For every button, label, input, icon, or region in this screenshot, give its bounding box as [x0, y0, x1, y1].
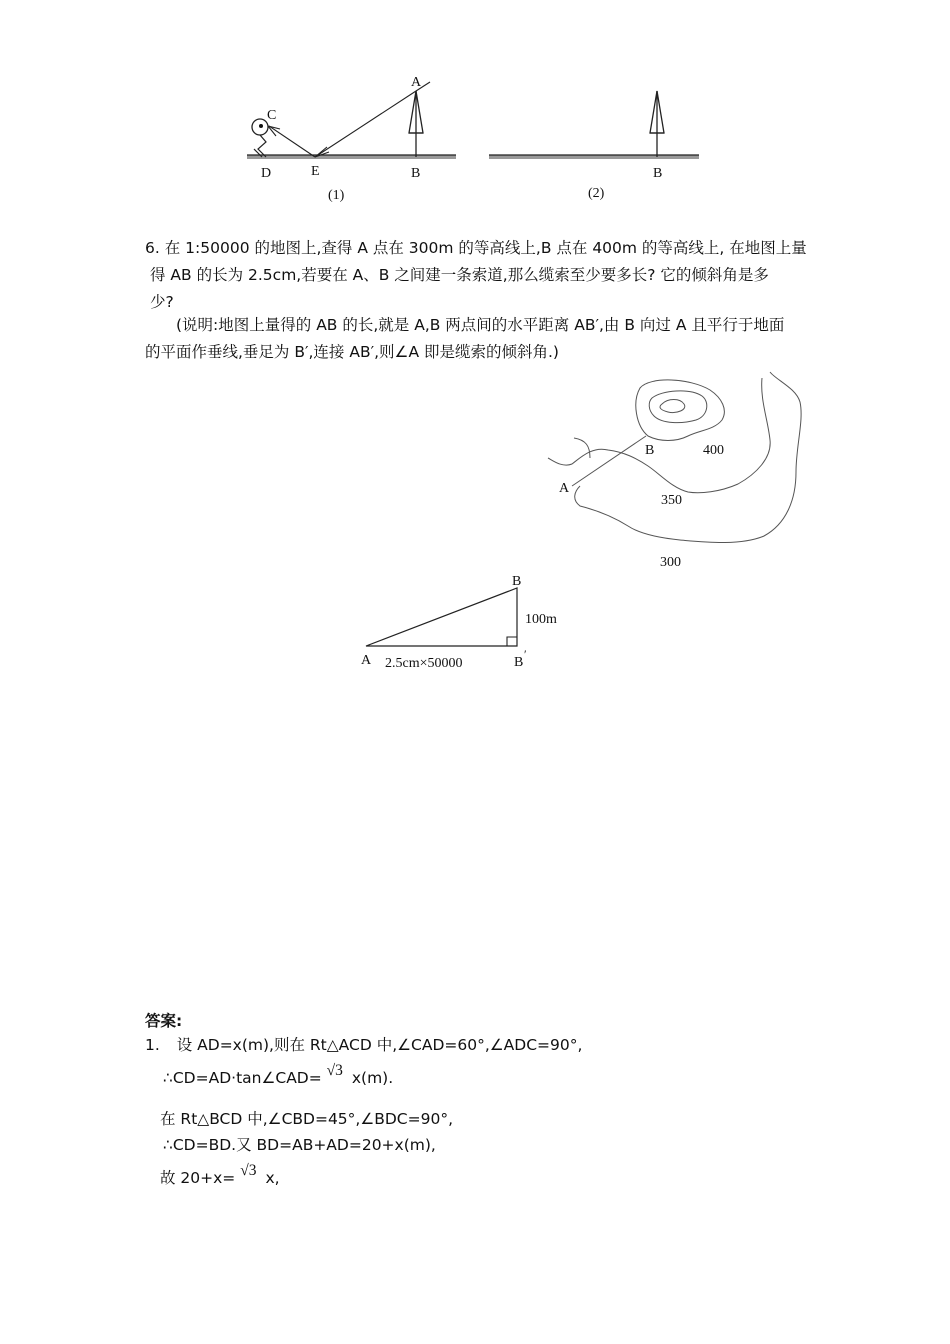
- problem-6-line-1: [145, 235, 807, 262]
- answer-line-5: [160, 1162, 280, 1192]
- label-b-2: B: [653, 166, 663, 181]
- ground-2: [489, 155, 699, 159]
- triangle-label-a: A: [361, 653, 372, 668]
- answer-line-4: [163, 1132, 436, 1159]
- figures-1-2: [0, 0, 950, 215]
- map-label-a: A: [559, 481, 570, 496]
- figure-1: [247, 75, 456, 203]
- note-text-1: (说明:地图上量得的 AB 的长,就是 A,B 两点间的水平距离 AB′,由 B 向过 A 且平行于地面: [176, 316, 785, 334]
- answer-text-2: ∴CD=AD·tan∠CAD=: [163, 1069, 322, 1087]
- contour-label-350: 350: [661, 493, 682, 508]
- triangle-label-b: B: [512, 574, 522, 589]
- answer-heading-text: 答案:: [145, 1012, 183, 1030]
- contour-second: [649, 391, 707, 423]
- problem-6-note-1: [176, 312, 784, 339]
- answer-number: 1.: [145, 1036, 160, 1054]
- caption-1: (1): [328, 188, 345, 203]
- problem-number: 6.: [145, 239, 160, 257]
- answer-text-1: 设 AD=x(m),则在 Rt△ACD 中,∠CAD=60°,∠ADC=90°,: [176, 1036, 583, 1054]
- sqrt-3-b: √3: [240, 1162, 257, 1179]
- answer-text-4: ∴CD=BD.又 BD=AB+AD=20+x(m),: [163, 1136, 436, 1154]
- contour-map: [530, 368, 820, 580]
- figure-2: [489, 91, 699, 201]
- right-triangle: [355, 570, 575, 675]
- label-c: C: [267, 108, 277, 123]
- answer-line-3: [160, 1106, 453, 1133]
- problem-text-2: 得 AB 的长为 2.5cm,若要在 A、B 之间建一条索道,那么缆索至少要多长? 它的倾斜角是多: [150, 266, 769, 284]
- triangle-shape: [366, 588, 517, 646]
- sqrt-3-a: √3: [326, 1062, 343, 1079]
- triangle-base: 2.5cm×50000: [385, 656, 463, 671]
- answer-line-1: [145, 1032, 582, 1059]
- triangle-prime-mark: ′: [524, 647, 527, 661]
- caption-2: (2): [588, 186, 605, 201]
- answer-line-2: [163, 1062, 394, 1092]
- answer-text-5b: x,: [265, 1169, 280, 1187]
- triangle-height: 100m: [525, 612, 557, 627]
- contour-300: [575, 372, 801, 543]
- problem-6-line-2: [150, 262, 769, 289]
- ray-a-e: [315, 91, 416, 157]
- contour-label-400: 400: [703, 443, 724, 458]
- contour-400: [636, 380, 725, 441]
- answer-heading: [145, 1008, 182, 1035]
- label-e: E: [311, 164, 320, 179]
- triangle-label-b-prime: B: [514, 655, 524, 670]
- line-a-b: [572, 436, 646, 486]
- contour-label-300: 300: [660, 555, 681, 570]
- note-text-2: 的平面作垂线,垂足为 B′,连接 AB′,则∠A 即是缆索的倾斜角.): [145, 343, 559, 361]
- right-angle-mark: [507, 637, 517, 646]
- person-figure: [252, 119, 268, 157]
- label-d: D: [261, 166, 272, 181]
- map-label-b: B: [645, 443, 655, 458]
- answer-text-3: 在 Rt△BCD 中,∠CBD=45°,∠BDC=90°,: [160, 1110, 454, 1128]
- contour-350: [548, 378, 770, 493]
- contour-inner: [660, 400, 685, 413]
- ray-e-c: [269, 126, 315, 157]
- answer-text-2b: x(m).: [351, 1069, 394, 1087]
- answer-text-5: 故 20+x=: [160, 1169, 236, 1187]
- problem-text-3: 少?: [150, 293, 174, 311]
- problem-6-note-2: [145, 339, 559, 366]
- problem-text-1: 在 1:50000 的地图上,查得 A 点在 300m 的等高线上,B 点在 400m 的等高线上, 在地图上量: [164, 239, 807, 257]
- label-b: B: [411, 166, 421, 181]
- label-a: A: [411, 75, 422, 90]
- ground-1: [247, 155, 456, 159]
- problem-6-line-3: [150, 289, 174, 316]
